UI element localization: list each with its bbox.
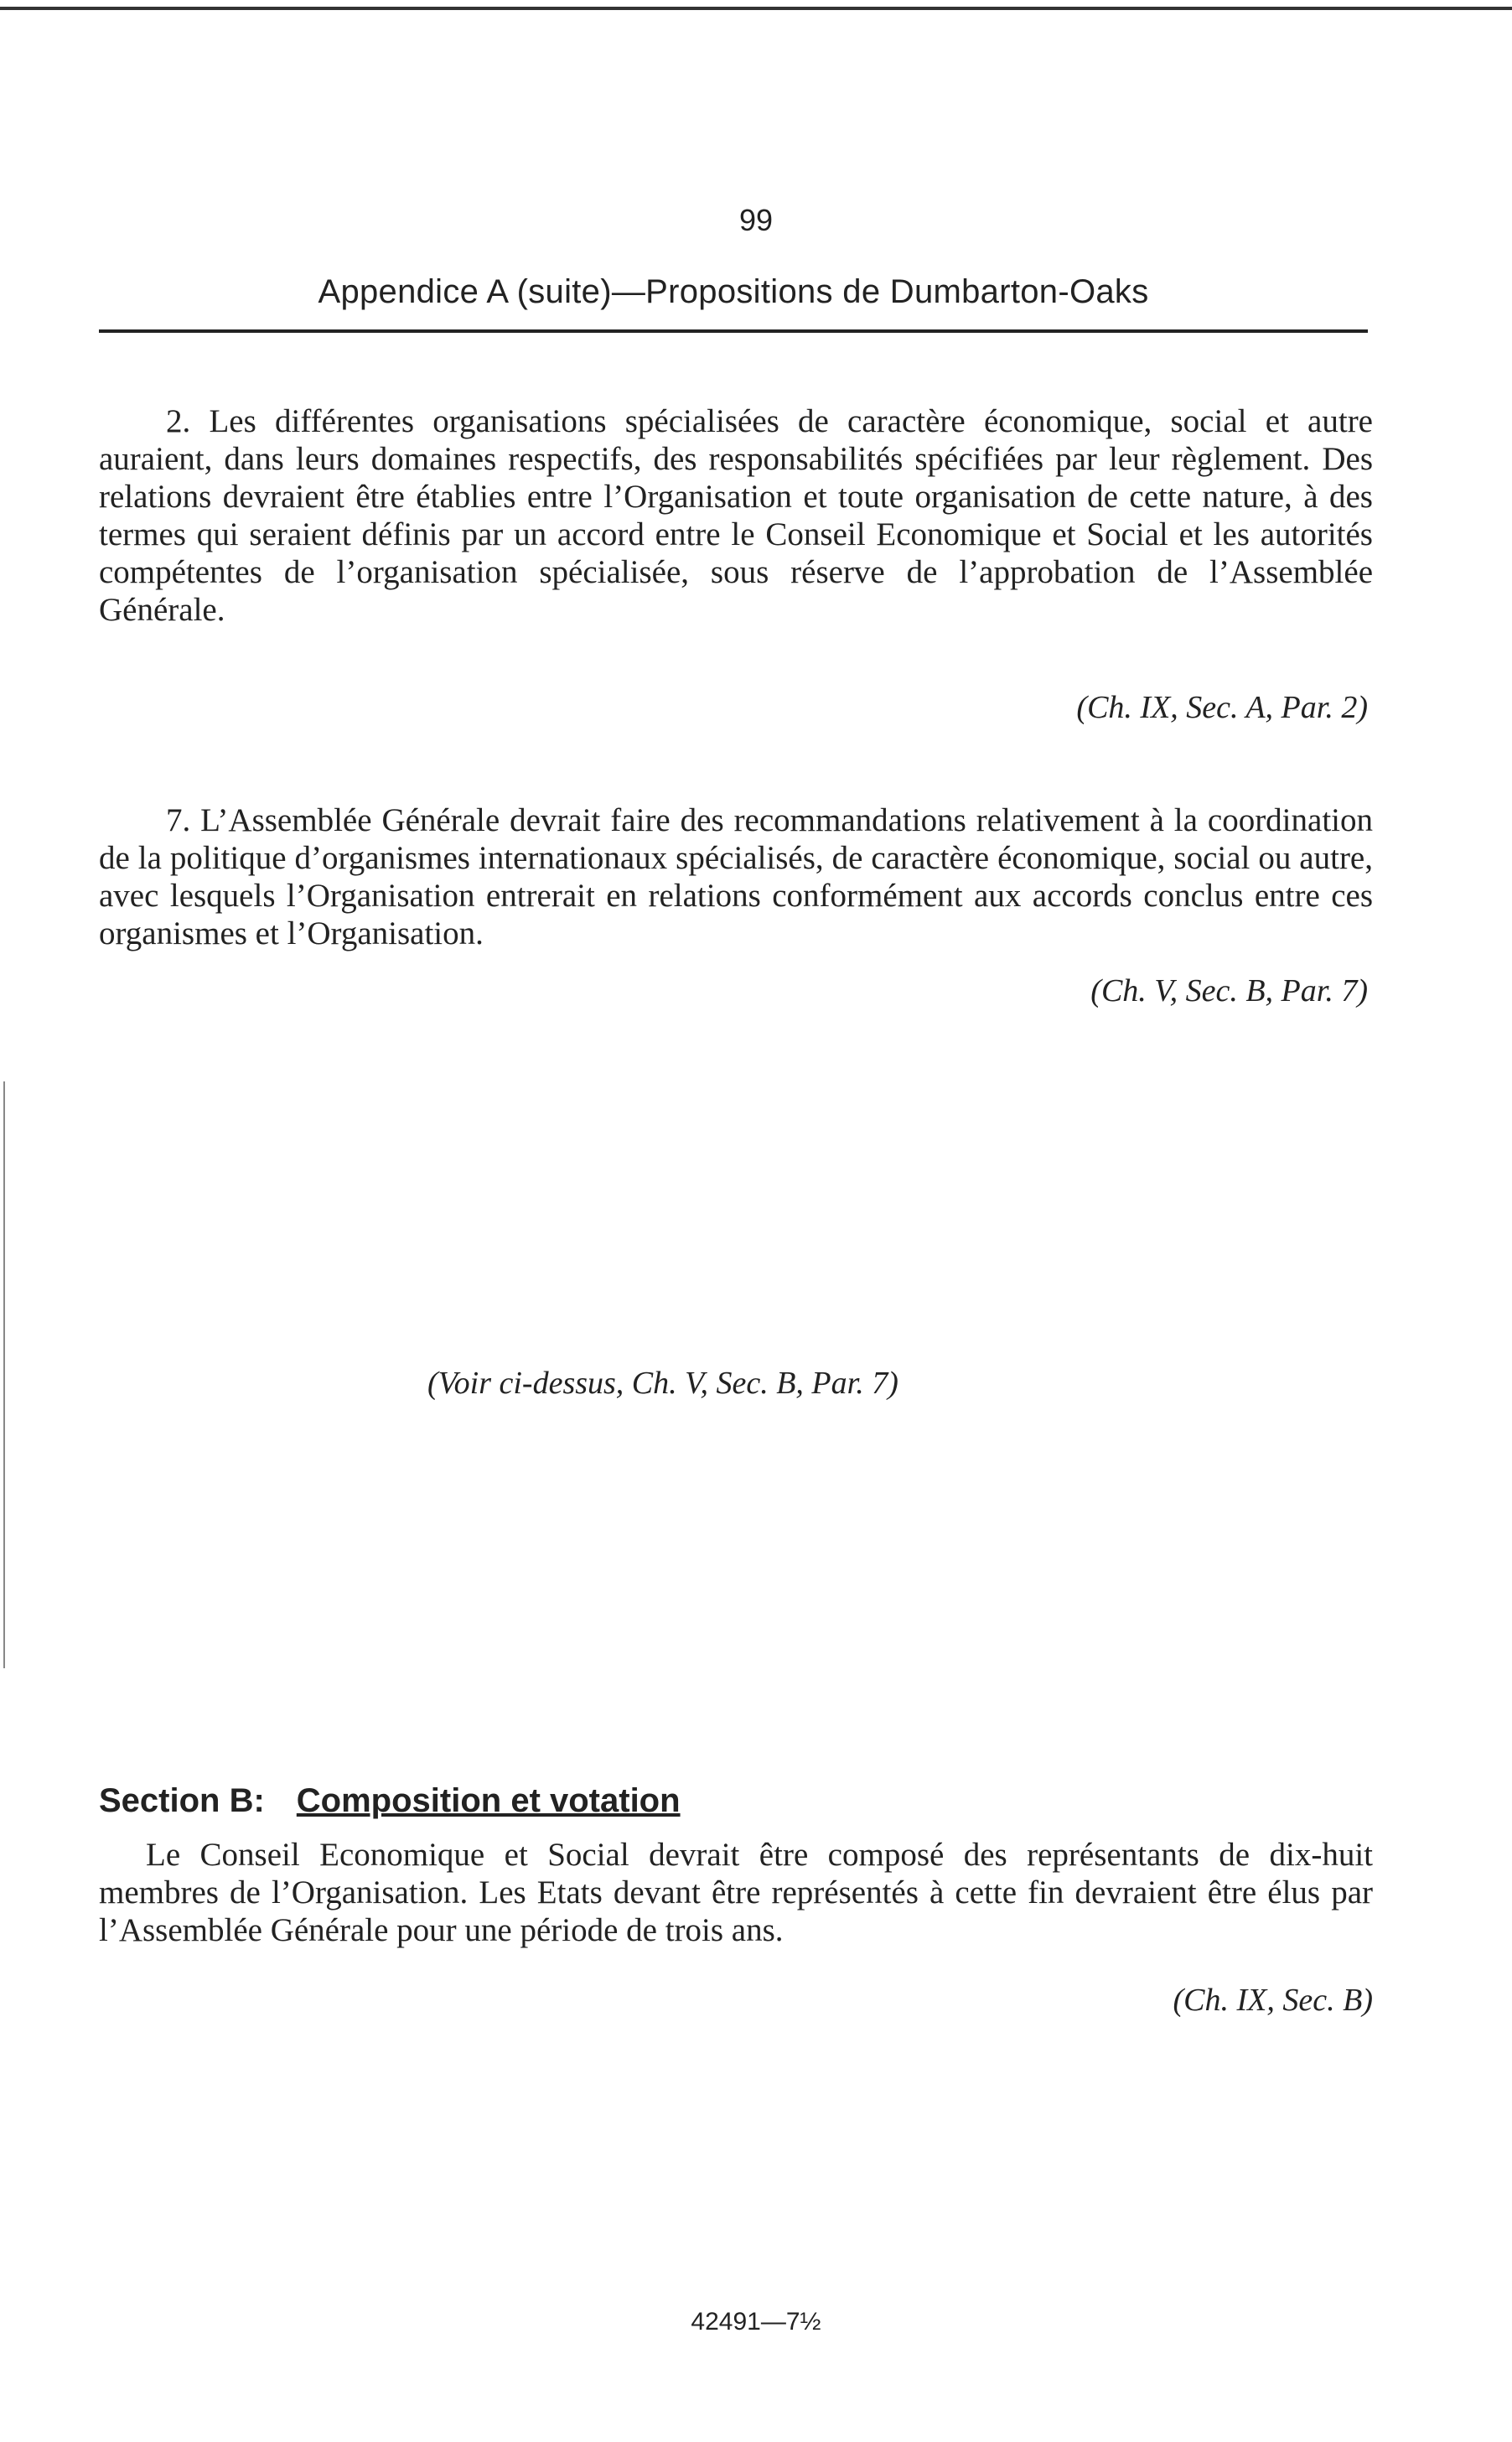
footer-print-code: 42491—7½ (691, 2308, 821, 2336)
heading-rule (99, 329, 1368, 333)
page-heading: Appendice A (suite)—Propositions de Dumbarton-Oaks (318, 273, 1149, 310)
reference-ch-ix-sec-b: (Ch. IX, Sec. B) (1173, 1983, 1373, 2018)
paragraph-2-text: 2. Les différentes organisations spécialisées de caractère économique, social et autre auraient, dans leurs domaines respectifs, des responsabilités spécifiées par leur règlement. Des relations devraient être établies entre l’Organisation et toute organisation de cette nature, à des termes qui seraient définis par un accord entre le Conseil Economique et Social et les autorités compétentes de l’organisation spécialisée, sous réserve de l’approbation de l’Assemblée Générale. (99, 403, 1373, 628)
scan-margin-line (3, 1081, 5, 1668)
section-b-paragraph-text: Le Conseil Economique et Social devrait être composé des représentants de dix-huit membres de l’Organisation. Les Etats devant être représentés à cette fin devraient être élus par l’Assemblée Générale pour une période de trois ans. (99, 1837, 1373, 1948)
reference-ch-ix-sec-a-par-2: (Ch. IX, Sec. A, Par. 2) (1076, 690, 1368, 725)
section-b-title: Composition et votation (296, 1782, 681, 1819)
page-number: 99 (738, 203, 774, 237)
top-border-rule (0, 7, 1512, 10)
section-b-heading (99, 1782, 681, 1820)
section-b-paragraph (99, 1836, 1373, 1949)
paragraph-7-text: 7. L’Assemblée Générale devrait faire des recommandations relativement à la coordination de la politique d’organismes internationaux spécialisés, de caractère économique, social ou autre, avec lesquels l’Organisation entrerait en relations conformément aux accords conclus entre ces organismes et l’Organisation. (99, 802, 1373, 951)
paragraph-2 (99, 402, 1373, 629)
reference-voir-ci-dessus: (Voir ci-dessus, Ch. V, Sec. B, Par. 7) (427, 1366, 898, 1401)
reference-ch-v-sec-b-par-7: (Ch. V, Sec. B, Par. 7) (1090, 973, 1368, 1008)
paragraph-7 (99, 801, 1373, 952)
section-b-label: Section B: (99, 1782, 265, 1819)
